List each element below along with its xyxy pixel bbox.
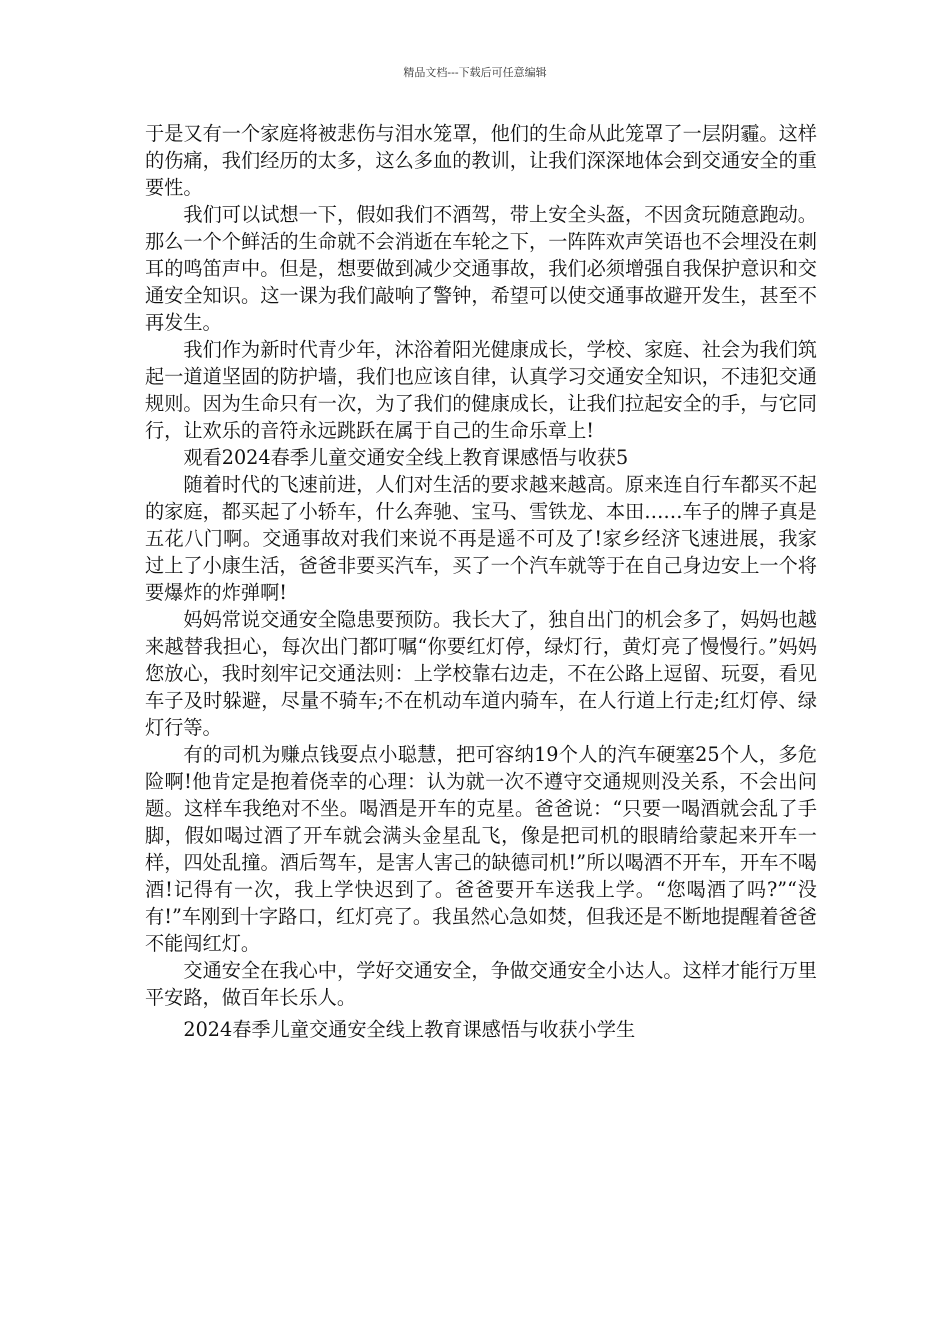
section-title: 观看2024春季儿童交通安全线上教育课感悟与收获5 <box>183 446 629 469</box>
paragraph: 妈妈常说交通安全隐患要预防。我长大了，独自出门的机会多了，妈妈也越来越替我担心，每次出门都叮嘱“你要红灯停，绿灯行，黄灯亮了慢慢行。”妈妈您放心，我时刻牢记交通法则：上学校靠右边走，不在公路上逗留、玩耍，看见车子及时躲避，尽量不骑车;不在机动车道内骑车，在人行道上行走;红灯停、绿灯行等。 <box>145 608 817 739</box>
paragraph: 我们作为新时代青少年，沐浴着阳光健康成长，学校、家庭、社会为我们筑起一道道坚固的防护墙，我们也应该自律，认真学习交通安全知识，不违犯交通规则。因为生命只有一次，为了我们的健康成长，让我们拉起安全的手，与它同行，让欢乐的音符永远跳跃在属于自己的生命乐章上! <box>145 338 817 442</box>
page-header: 精品文档---下载后可任意编辑 <box>403 66 547 79</box>
document-body <box>145 120 817 1011</box>
paragraph: 我们可以试想一下，假如我们不酒驾，带上安全头盔，不因贪玩随意跑动。那么一个个鲜活的生命就不会消逝在车轮之下，一阵阵欢声笑语也不会埋没在刺耳的鸣笛声中。但是，想要做到减少交通事故，我们必须增强自我保护意识和交通安全知识。这一课为我们敲响了警钟，希望可以使交通事故避开发生，甚至不再发生。 <box>145 203 817 334</box>
paragraph-continuation: 于是又有一个家庭将被悲伤与泪水笼罩，他们的生命从此笼罩了一层阴霾。这样的伤痛，我们经历的太多，这么多血的教训，让我们深深地体会到交通安全的重要性。 <box>145 122 817 199</box>
paragraph: 随着时代的飞速前进，人们对生活的要求越来越高。原来连自行车都买不起的家庭，都买起了小轿车，什么奔驰、宝马、雪铁龙、本田……车子的牌子真是五花八门啊。交通事故对我们来说不再是遥不可及了!家乡经济飞速进展，我家过上了小康生活，爸爸非要买汽车，买了一个汽车就等于在自己身边安上一个将要爆炸的炸弹啊! <box>145 473 817 604</box>
paragraph: 有的司机为赚点钱耍点小聪慧，把可容纳19个人的汽车硬塞25个人，多危险啊!他肯定是抱着侥幸的心理：认为就一次不遵守交通规则没关系，不会出问题。这样车我绝对不坐。喝酒是开车的克星。爸爸说：“只要一喝酒就会乱了手脚，假如喝过酒了开车就会满头金星乱飞，像是把司机的眼睛给蒙起来开车一样，四处乱撞。酒后驾车，是害人害己的缺德司机!”所以喝酒不开车，开车不喝酒!记得有一次，我上学快迟到了。爸爸要开车送我上学。“您喝酒了吗?”“没有!”车刚到十字路口，红灯亮了。我虽然心急如焚，但我还是不断地提醒着爸爸不能闯红灯。 <box>145 743 817 955</box>
closing-title: 2024春季儿童交通安全线上教育课感悟与收获小学生 <box>183 1018 636 1041</box>
paragraph: 交通安全在我心中，学好交通安全，争做交通安全小达人。这样才能行万里平安路，做百年长乐人。 <box>145 959 817 1009</box>
